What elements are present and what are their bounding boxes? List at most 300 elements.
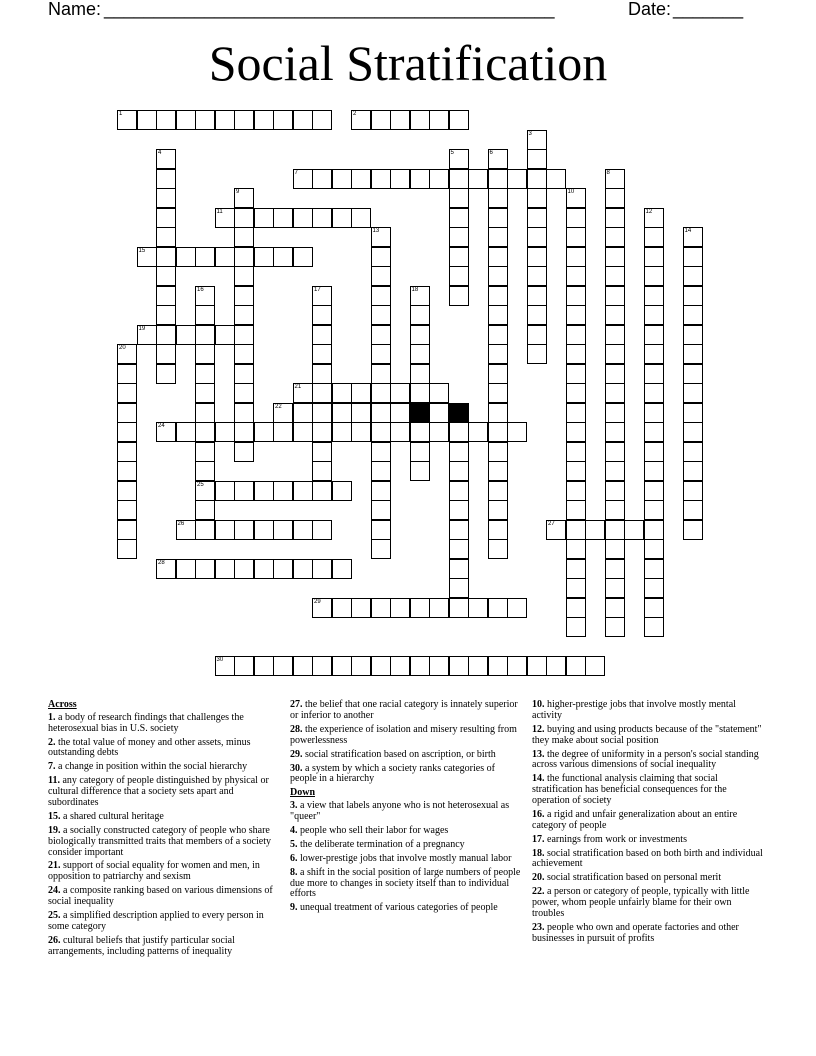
grid-cell[interactable] [195,559,215,579]
grid-cell[interactable] [449,227,469,247]
grid-cell[interactable] [156,247,176,267]
grid-cell[interactable] [156,266,176,286]
grid-cell[interactable] [254,208,274,228]
grid-cell[interactable] [254,656,274,676]
grid-cell[interactable] [293,169,313,189]
grid-cell[interactable] [644,227,664,247]
grid-cell[interactable] [546,656,566,676]
grid-cell[interactable] [605,286,625,306]
grid-cell[interactable] [488,598,508,618]
grid-cell[interactable] [371,656,391,676]
grid-cell[interactable] [234,344,254,364]
grid-cell[interactable] [390,403,410,423]
grid-cell[interactable] [644,344,664,364]
grid-cell[interactable] [117,110,137,130]
grid-cell[interactable] [527,266,547,286]
grid-cell[interactable] [215,656,235,676]
grid-cell[interactable] [195,344,215,364]
grid-cell[interactable] [449,286,469,306]
grid-cell[interactable] [683,442,703,462]
grid-cell[interactable] [273,110,293,130]
grid-cell[interactable] [332,559,352,579]
grid-cell[interactable] [566,364,586,384]
grid-cell[interactable] [488,305,508,325]
grid-cell[interactable] [507,598,527,618]
grid-cell[interactable] [683,364,703,384]
grid-cell[interactable] [566,481,586,501]
grid-cell[interactable] [683,266,703,286]
grid-cell[interactable] [254,247,274,267]
grid-cell[interactable] [312,461,332,481]
grid-cell[interactable] [234,305,254,325]
grid-cell[interactable] [488,539,508,559]
grid-cell[interactable] [273,656,293,676]
grid-cell[interactable] [566,325,586,345]
grid-cell[interactable] [644,403,664,423]
grid-cell[interactable] [371,364,391,384]
grid-cell[interactable] [195,500,215,520]
grid-cell[interactable] [371,383,391,403]
grid-cell[interactable] [215,110,235,130]
grid-cell[interactable] [293,656,313,676]
grid-cell[interactable] [234,520,254,540]
grid-cell[interactable] [488,364,508,384]
grid-cell[interactable] [215,481,235,501]
grid-cell[interactable] [527,305,547,325]
grid-cell[interactable] [585,656,605,676]
grid-cell[interactable] [683,325,703,345]
grid-cell[interactable] [215,208,235,228]
grid-cell[interactable] [351,598,371,618]
grid-cell[interactable] [195,305,215,325]
grid-cell[interactable] [410,383,430,403]
grid-cell[interactable] [176,422,196,442]
grid-cell[interactable] [683,481,703,501]
grid-cell[interactable] [195,325,215,345]
grid-cell[interactable] [234,227,254,247]
grid-cell[interactable] [644,598,664,618]
grid-cell[interactable] [234,286,254,306]
grid-cell[interactable] [215,520,235,540]
grid-cell[interactable] [585,520,605,540]
grid-cell[interactable] [117,520,137,540]
grid-cell[interactable] [332,598,352,618]
grid-cell[interactable] [683,403,703,423]
grid-cell[interactable] [683,227,703,247]
grid-cell[interactable] [195,461,215,481]
grid-cell[interactable] [195,422,215,442]
grid-cell[interactable] [488,208,508,228]
grid-cell[interactable] [234,110,254,130]
grid-cell[interactable] [117,539,137,559]
grid-cell[interactable] [683,422,703,442]
grid-cell[interactable] [644,461,664,481]
grid-cell[interactable] [371,481,391,501]
grid-cell[interactable] [351,403,371,423]
grid-cell[interactable] [371,110,391,130]
grid-cell[interactable] [312,422,332,442]
grid-cell[interactable] [566,305,586,325]
grid-cell[interactable] [371,422,391,442]
grid-cell[interactable] [449,520,469,540]
grid-cell[interactable] [234,364,254,384]
grid-cell[interactable] [449,247,469,267]
grid-cell[interactable] [371,305,391,325]
grid-cell[interactable] [410,110,430,130]
grid-cell[interactable] [410,422,430,442]
grid-cell[interactable] [488,266,508,286]
grid-cell[interactable] [683,305,703,325]
grid-cell[interactable] [605,208,625,228]
grid-cell[interactable] [312,442,332,462]
grid-cell[interactable] [410,305,430,325]
grid-cell[interactable] [566,227,586,247]
grid-cell[interactable] [156,169,176,189]
grid-cell[interactable] [527,227,547,247]
grid-cell[interactable] [605,227,625,247]
grid-cell[interactable] [117,461,137,481]
grid-cell[interactable] [566,344,586,364]
grid-cell[interactable] [605,578,625,598]
grid-cell[interactable] [234,383,254,403]
grid-cell[interactable] [371,598,391,618]
grid-cell[interactable] [566,266,586,286]
grid-cell[interactable] [176,110,196,130]
grid-cell[interactable] [195,286,215,306]
grid-cell[interactable] [644,266,664,286]
grid-cell[interactable] [273,481,293,501]
grid-cell[interactable] [644,442,664,462]
grid-cell[interactable] [254,422,274,442]
grid-cell[interactable] [429,656,449,676]
grid-cell[interactable] [156,364,176,384]
grid-cell[interactable] [429,169,449,189]
grid-cell[interactable] [332,403,352,423]
grid-cell[interactable] [644,305,664,325]
grid-cell[interactable] [468,656,488,676]
grid-cell[interactable] [234,403,254,423]
grid-cell[interactable] [605,539,625,559]
grid-cell[interactable] [468,422,488,442]
grid-cell[interactable] [117,383,137,403]
grid-cell[interactable] [605,188,625,208]
grid-cell[interactable] [449,442,469,462]
grid-cell[interactable] [195,110,215,130]
grid-cell[interactable] [488,403,508,423]
grid-cell[interactable] [234,442,254,462]
grid-cell[interactable] [449,598,469,618]
grid-cell[interactable] [371,325,391,345]
grid-cell[interactable] [644,383,664,403]
grid-cell[interactable] [683,520,703,540]
grid-cell[interactable] [371,247,391,267]
grid-cell[interactable] [605,500,625,520]
grid-cell[interactable] [371,500,391,520]
grid-cell[interactable] [410,461,430,481]
grid-cell[interactable] [390,598,410,618]
grid-cell[interactable] [312,481,332,501]
grid-cell[interactable] [312,169,332,189]
grid-cell[interactable] [234,247,254,267]
grid-cell[interactable] [546,169,566,189]
grid-cell[interactable] [234,266,254,286]
grid-cell[interactable] [449,422,469,442]
grid-cell[interactable] [566,539,586,559]
grid-cell[interactable] [234,188,254,208]
grid-cell[interactable] [215,422,235,442]
grid-cell[interactable] [312,656,332,676]
grid-cell[interactable] [215,247,235,267]
grid-cell[interactable] [156,227,176,247]
grid-cell[interactable] [605,481,625,501]
grid-cell[interactable] [683,344,703,364]
grid-cell[interactable] [449,208,469,228]
grid-cell[interactable] [234,325,254,345]
grid-cell[interactable] [156,559,176,579]
grid-cell[interactable] [410,344,430,364]
grid-cell[interactable] [605,344,625,364]
grid-cell[interactable] [371,286,391,306]
grid-cell[interactable] [312,403,332,423]
grid-cell[interactable] [312,325,332,345]
grid-cell[interactable] [234,481,254,501]
grid-cell[interactable] [332,169,352,189]
grid-cell[interactable] [371,344,391,364]
grid-cell[interactable] [137,110,157,130]
grid-cell[interactable] [605,520,625,540]
grid-cell[interactable] [683,383,703,403]
grid-cell[interactable] [527,656,547,676]
grid-cell[interactable] [488,520,508,540]
grid-cell[interactable] [644,559,664,579]
grid-cell[interactable] [546,520,566,540]
grid-cell[interactable] [644,481,664,501]
grid-cell[interactable] [644,539,664,559]
grid-cell[interactable] [312,110,332,130]
grid-cell[interactable] [449,539,469,559]
grid-cell[interactable] [683,247,703,267]
grid-cell[interactable] [371,266,391,286]
grid-cell[interactable] [566,578,586,598]
grid-cell[interactable] [351,169,371,189]
grid-cell[interactable] [449,656,469,676]
grid-cell[interactable] [488,344,508,364]
grid-cell[interactable] [488,149,508,169]
grid-cell[interactable] [156,286,176,306]
grid-cell[interactable] [390,110,410,130]
grid-cell[interactable] [644,578,664,598]
grid-cell[interactable] [605,442,625,462]
grid-cell[interactable] [195,247,215,267]
grid-cell[interactable] [605,598,625,618]
grid-cell[interactable] [293,422,313,442]
grid-cell[interactable] [254,110,274,130]
name-field-line[interactable]: _____________________________________________ [104,0,555,19]
grid-cell[interactable] [566,403,586,423]
grid-cell[interactable] [449,500,469,520]
grid-cell[interactable] [351,656,371,676]
grid-cell[interactable] [605,325,625,345]
grid-cell[interactable] [117,481,137,501]
grid-cell[interactable] [312,344,332,364]
grid-cell[interactable] [488,481,508,501]
grid-cell[interactable] [488,461,508,481]
grid-cell[interactable] [527,247,547,267]
grid-cell[interactable] [410,656,430,676]
grid-cell[interactable] [254,520,274,540]
grid-cell[interactable] [273,422,293,442]
grid-cell[interactable] [605,266,625,286]
grid-cell[interactable] [410,325,430,345]
grid-cell[interactable] [449,266,469,286]
grid-cell[interactable] [137,247,157,267]
grid-cell[interactable] [605,422,625,442]
grid-cell[interactable] [605,461,625,481]
grid-cell[interactable] [156,325,176,345]
grid-cell[interactable] [332,422,352,442]
grid-cell[interactable] [215,559,235,579]
grid-cell[interactable] [273,520,293,540]
grid-cell[interactable] [449,188,469,208]
grid-cell[interactable] [234,422,254,442]
grid-cell[interactable] [566,286,586,306]
grid-cell[interactable] [312,364,332,384]
grid-cell[interactable] [332,656,352,676]
grid-cell[interactable] [371,227,391,247]
grid-cell[interactable] [312,208,332,228]
grid-cell[interactable] [176,247,196,267]
grid-cell[interactable] [644,247,664,267]
grid-cell[interactable] [566,520,586,540]
grid-cell[interactable] [624,520,644,540]
grid-cell[interactable] [215,325,235,345]
grid-cell[interactable] [293,383,313,403]
grid-cell[interactable] [488,286,508,306]
grid-cell[interactable] [683,461,703,481]
grid-cell[interactable] [468,598,488,618]
grid-cell[interactable] [117,364,137,384]
grid-cell[interactable] [527,208,547,228]
grid-cell[interactable] [117,422,137,442]
grid-cell[interactable] [390,656,410,676]
grid-cell[interactable] [566,598,586,618]
grid-cell[interactable] [449,559,469,579]
grid-cell[interactable] [644,208,664,228]
grid-cell[interactable] [351,383,371,403]
grid-cell[interactable] [566,656,586,676]
grid-cell[interactable] [566,442,586,462]
grid-cell[interactable] [429,403,449,423]
grid-cell[interactable] [156,422,176,442]
grid-cell[interactable] [605,383,625,403]
grid-cell[interactable] [351,110,371,130]
grid-cell[interactable] [312,559,332,579]
grid-cell[interactable] [488,247,508,267]
grid-cell[interactable] [488,227,508,247]
grid-cell[interactable] [195,364,215,384]
grid-cell[interactable] [371,461,391,481]
grid-cell[interactable] [390,383,410,403]
grid-cell[interactable] [566,383,586,403]
grid-cell[interactable] [156,188,176,208]
grid-cell[interactable] [410,364,430,384]
grid-cell[interactable] [527,344,547,364]
grid-cell[interactable] [390,422,410,442]
grid-cell[interactable] [566,208,586,228]
grid-cell[interactable] [156,344,176,364]
grid-cell[interactable] [507,169,527,189]
grid-cell[interactable] [195,403,215,423]
grid-cell[interactable] [488,169,508,189]
grid-cell[interactable] [683,286,703,306]
grid-cell[interactable] [566,461,586,481]
grid-cell[interactable] [293,247,313,267]
grid-cell[interactable] [449,149,469,169]
grid-cell[interactable] [605,169,625,189]
grid-cell[interactable] [410,286,430,306]
grid-cell[interactable] [351,208,371,228]
grid-cell[interactable] [507,656,527,676]
grid-cell[interactable] [449,481,469,501]
grid-cell[interactable] [449,110,469,130]
grid-cell[interactable] [137,325,157,345]
grid-cell[interactable] [195,442,215,462]
grid-cell[interactable] [117,403,137,423]
grid-cell[interactable] [429,110,449,130]
grid-cell[interactable] [176,559,196,579]
grid-cell[interactable] [488,500,508,520]
grid-cell[interactable] [429,422,449,442]
grid-cell[interactable] [293,403,313,423]
grid-cell[interactable] [410,169,430,189]
grid-cell[interactable] [566,500,586,520]
grid-cell[interactable] [566,559,586,579]
grid-cell[interactable] [195,481,215,501]
grid-cell[interactable] [605,559,625,579]
grid-cell[interactable] [449,169,469,189]
grid-cell[interactable] [312,520,332,540]
grid-cell[interactable] [234,208,254,228]
grid-cell[interactable] [117,344,137,364]
grid-cell[interactable] [468,169,488,189]
grid-cell[interactable] [195,520,215,540]
grid-cell[interactable] [371,169,391,189]
grid-cell[interactable] [312,305,332,325]
grid-cell[interactable] [644,325,664,345]
grid-cell[interactable] [117,500,137,520]
grid-cell[interactable] [488,656,508,676]
grid-cell[interactable] [410,598,430,618]
date-field-line[interactable]: _______ [673,0,744,19]
grid-cell[interactable] [312,286,332,306]
grid-cell[interactable] [156,149,176,169]
grid-cell[interactable] [273,247,293,267]
grid-cell[interactable] [273,559,293,579]
grid-cell[interactable] [254,481,274,501]
grid-cell[interactable] [156,305,176,325]
grid-cell[interactable] [332,208,352,228]
grid-cell[interactable] [332,481,352,501]
grid-cell[interactable] [410,442,430,462]
grid-cell[interactable] [527,188,547,208]
grid-cell[interactable] [254,559,274,579]
grid-cell[interactable] [605,403,625,423]
grid-cell[interactable] [449,578,469,598]
grid-cell[interactable] [527,325,547,345]
grid-cell[interactable] [351,422,371,442]
grid-cell[interactable] [488,325,508,345]
grid-cell[interactable] [488,442,508,462]
